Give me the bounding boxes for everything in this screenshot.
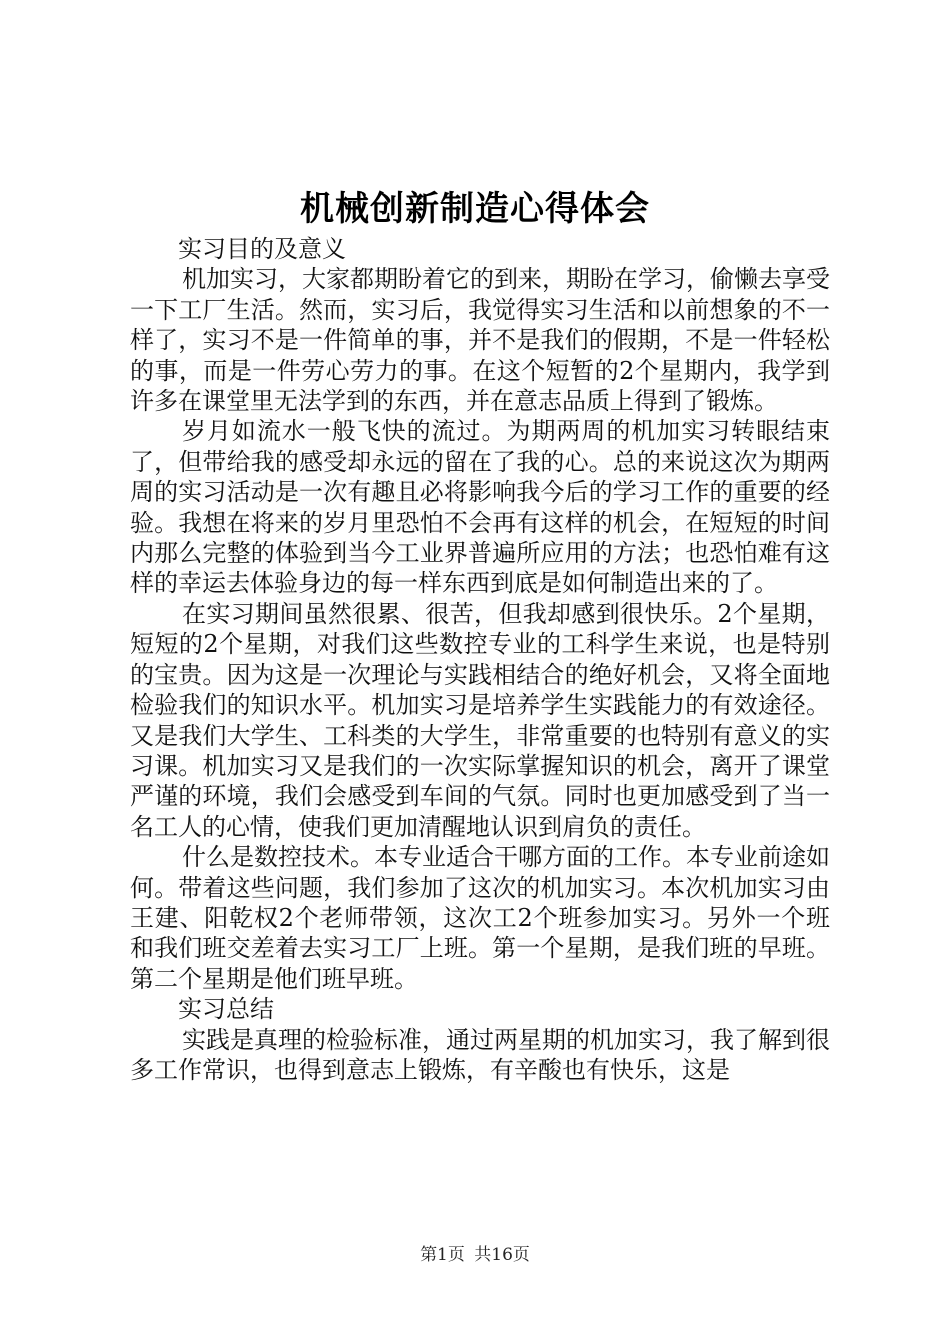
document-body [130,234,830,1085]
paragraph-3: 在实习期间虽然很累、很苦，但我却感到很快乐。2个星期，短短的2个星期，对我们这些数控专业的工科学生来说，也是特别的宝贵。因为这是一次理论与实践相结合的绝好机会，又将全面地检验我们的知识水平。机加实习是培养学生实践能力的有效途径。又是我们大学生、工科类的大学生，非常重要的也特别有意义的实习课。机加实习又是我们的一次实际掌握知识的机会，离开了课堂严谨的环境，我们会感受到车间的气氛。同时也更加感受到了当一名工人的心情，使我们更加清醒地认识到肩负的责任。 [130,599,830,841]
paragraph-2: 岁月如流水一般飞快的流过。为期两周的机加实习转眼结束了，但带给我的感受却永远的留在了我的心。总的来说这次为期两周的实习活动是一次有趣且必将影响我今后的学习工作的重要的经验。我想在将来的岁月里恐怕不会再有这样的机会，在短短的时间内那么完整的体验到当今工业界普遍所应用的方法；也恐怕难有这样的幸运去体验身边的每一样东西到底是如何制造出来的了。 [130,417,830,598]
section-heading-purpose: 实习目的及意义 [178,235,346,263]
section-heading-summary: 实习总结 [178,995,274,1024]
paragraph-4: 什么是数控技术。本专业适合干哪方面的工作。本专业前途如何。带着这些问题，我们参加了这次的机加实习。本次机加实习由王建、阳乾权2个老师带领，这次工2个班参加实习。另外一个班和我们班交差着去实习工厂上班。第一个星期，是我们班的早班。第二个星期是他们班早班。 [130,843,830,993]
page-total: 共16页 [474,1245,530,1265]
page-footer [0,1244,950,1266]
document-title: 机械创新制造心得体会 [300,189,650,229]
paragraph-5: 实践是真理的检验标准，通过两星期的机加实习，我了解到很多工作常识，也得到意志上锻炼，有辛酸也有快乐，这是 [130,1025,830,1084]
paragraph-1: 机加实习，大家都期盼着它的到来，期盼在学习，偷懒去享受一下工厂生活。然而，实习后，我觉得实习生活和以前想象的不一样了，实习不是一件简单的事，并不是我们的假期，不是一件轻松的事，而是一件劳心劳力的事。在这个短暂的2个星期内，我学到许多在课堂里无法学到的东西，并在意志品质上得到了锻炼。 [130,265,830,416]
page-number: 第1页 [420,1245,465,1265]
